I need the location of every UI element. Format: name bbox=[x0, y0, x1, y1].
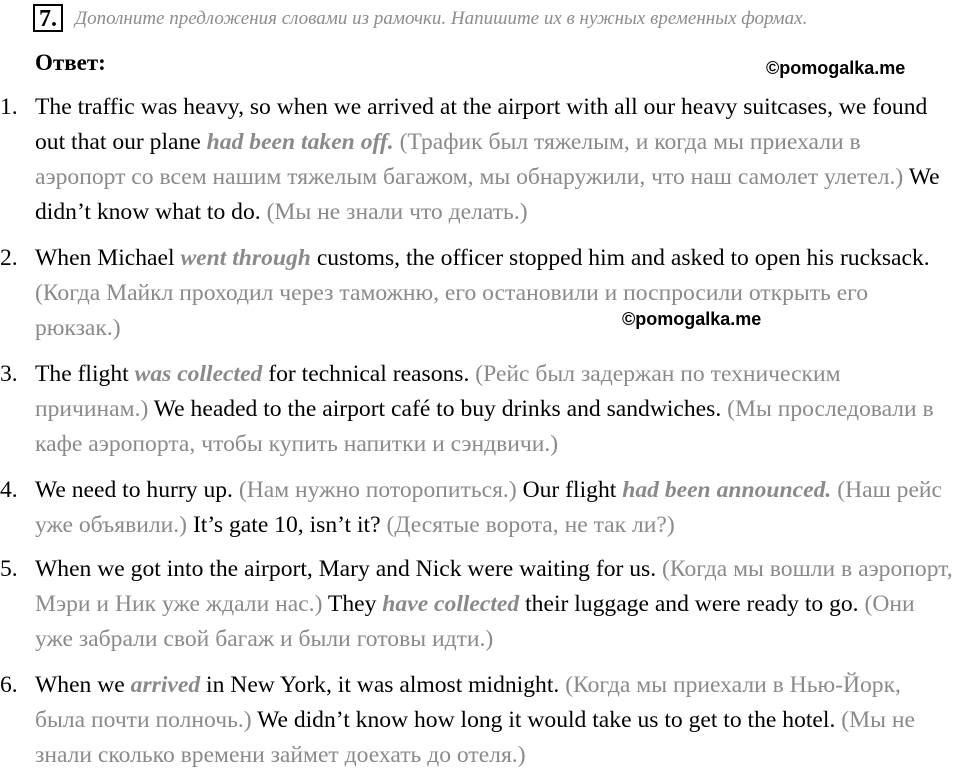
translation-text: (Трафик был тяжелым, и когда мы приехали в аэропорт со всем нашим тяжелым багажом, мы обнаружили, что наш самолет улетел.) bbox=[35, 129, 904, 190]
item-number: 2. bbox=[0, 245, 18, 271]
translation-text: (Мы не знали что делать.) bbox=[266, 199, 528, 225]
item-number: 4. bbox=[0, 477, 18, 503]
answer-text: had been announced. bbox=[622, 477, 832, 503]
answer-text: went through bbox=[180, 245, 311, 271]
list-item bbox=[0, 357, 955, 462]
translation-text: (Десятые ворота, не так ли?) bbox=[386, 512, 675, 538]
list-item bbox=[0, 241, 955, 346]
answer-text: had been taken off. bbox=[206, 129, 394, 155]
answer-text: arrived bbox=[130, 672, 201, 698]
translation-text: (Когда мы вошли в аэропорт, Мэри и Ник уже ждали нас.) bbox=[35, 556, 953, 617]
list-item bbox=[0, 90, 955, 230]
list-item bbox=[0, 668, 955, 773]
task-number: 7. bbox=[33, 4, 63, 32]
answer-label: Ответ: bbox=[35, 50, 106, 75]
list-item bbox=[0, 473, 955, 543]
sentence-text: The flight bbox=[35, 361, 135, 387]
list-item bbox=[0, 552, 955, 657]
item-number: 3. bbox=[0, 361, 18, 387]
translation-text: (Наш рейс уже объявили.) bbox=[35, 477, 943, 538]
item-number: 5. bbox=[0, 556, 18, 582]
translation-text: (Рейс был задержан по техническим причинам.) bbox=[35, 361, 841, 422]
sentence-text: We headed to the airport café to buy drinks and sandwiches. bbox=[148, 396, 728, 422]
sentence-text: for technical reasons. bbox=[262, 361, 476, 387]
sentence-text: their luggage and were ready to go. bbox=[519, 591, 865, 617]
watermark: ©pomogalka.me bbox=[622, 309, 762, 329]
sentence-text: It’s gate 10, isn’t it? bbox=[187, 512, 387, 538]
sentence-text: They bbox=[322, 591, 383, 617]
task-instruction: Дополните предложения словами из рамочки. Напишите их в нужных временных формах. bbox=[75, 8, 808, 29]
translation-text: (Они уже забрали свой багаж и были готовы идти.) bbox=[35, 591, 915, 652]
sentence-text: in New York, it was almost midnight. bbox=[200, 672, 566, 698]
sentence-text: We didn’t know how long it would take us to get to the hotel. bbox=[251, 707, 842, 733]
item-number: 6. bbox=[0, 672, 18, 698]
item-number: 1. bbox=[0, 94, 18, 120]
sentence-text: When Michael bbox=[35, 245, 181, 271]
sentence-text: When we got into the airport, Mary and Nick were waiting for us. bbox=[35, 556, 663, 582]
translation-text: (Мы не знали сколько времени займет доехать до отеля.) bbox=[35, 707, 915, 768]
sentence-text: We need to hurry up. bbox=[35, 477, 239, 503]
sentence-text: The traffic was heavy, so when we arrived at the airport with all our heavy suitcases, we found out that our plane bbox=[35, 94, 928, 155]
translation-text: (Нам нужно поторопиться.) bbox=[238, 477, 517, 503]
sentence-text: When we bbox=[35, 672, 131, 698]
sentence-text: customs, the officer stopped him and asked to open his rucksack. bbox=[310, 245, 930, 271]
answer-text: have collected bbox=[382, 591, 520, 617]
answer-text: was collected bbox=[134, 361, 263, 387]
translation-text: (Мы проследовали в кафе аэропорта, чтобы купить напитки и сэндвичи.) bbox=[35, 396, 934, 457]
translation-text: (Когда мы приехали в Нью-Йорк, была почти полночь.) bbox=[35, 672, 901, 733]
sentence-text: Our flight bbox=[516, 477, 623, 503]
watermark: ©pomogalka.me bbox=[766, 58, 906, 78]
sentence-text: We didn’t know what to do. bbox=[35, 164, 940, 225]
translation-text: (Когда Майкл проходил через таможню, его остановили и поспросили открыть его рюкзак.) bbox=[35, 280, 869, 341]
